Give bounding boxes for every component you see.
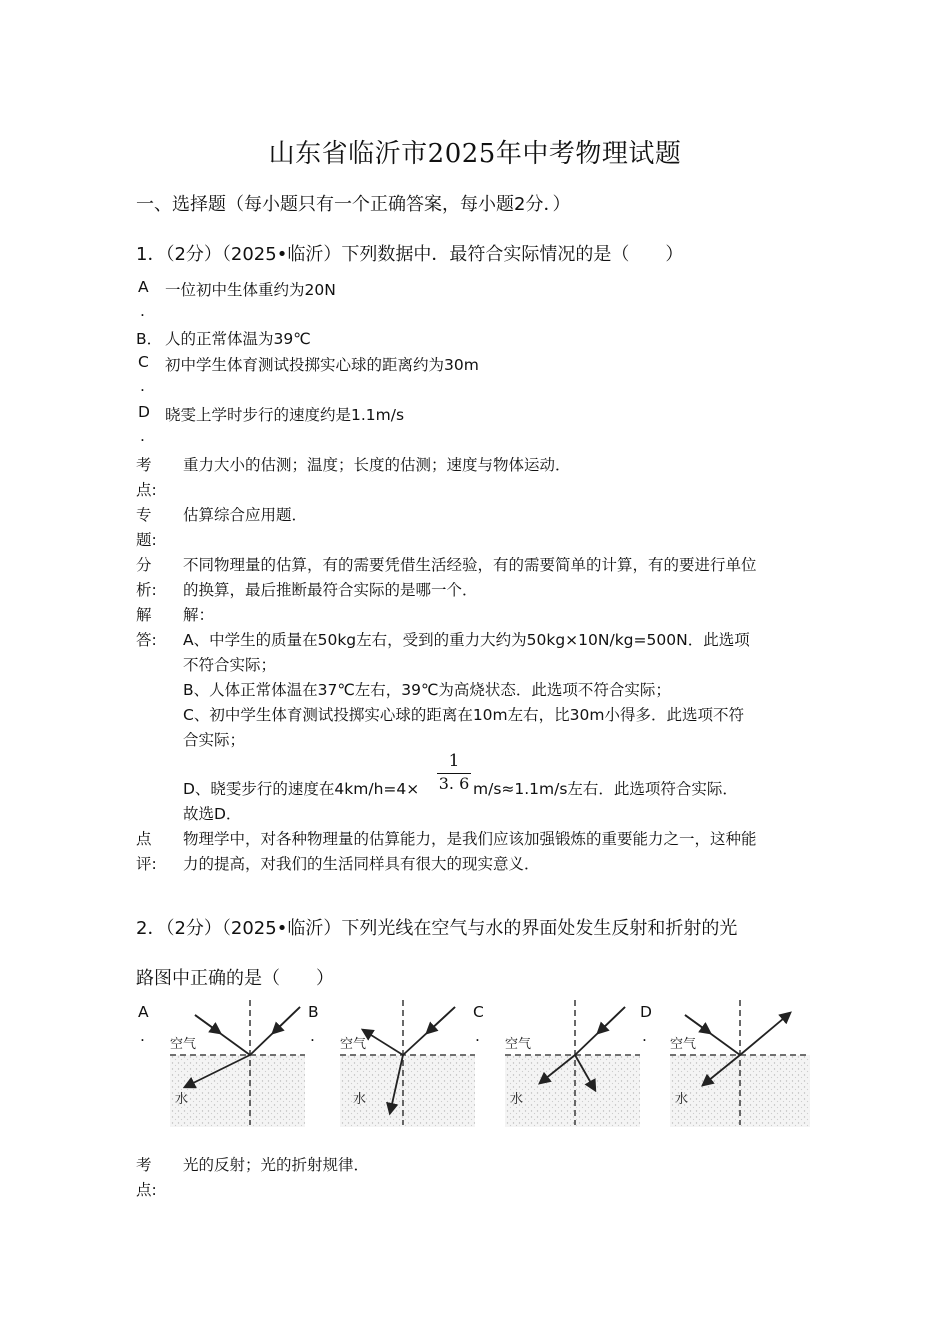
jieda-text: m/s≈1.1m/s左右．此选项符合实际． — [473, 780, 738, 798]
option-text: 初中学生体育测试投掷实心球的距离约为30m — [165, 356, 479, 374]
option-letter: A — [138, 278, 149, 296]
option-letter: D — [138, 403, 150, 421]
air-label: 空气 — [505, 1037, 532, 1052]
fraction-denominator: 3. 6 — [438, 774, 470, 793]
option-text: 人的正常体温为39℃ — [165, 330, 311, 348]
water-region — [505, 1055, 640, 1127]
fenxi-label: 析: — [136, 581, 157, 599]
water-region — [170, 1055, 305, 1127]
zhuanti-text: 估算综合应用题． — [183, 506, 308, 524]
fenxi-label: 分 — [136, 556, 152, 574]
option-letter: C — [138, 353, 149, 371]
kaodian-text: 重力大小的估测；温度；长度的估测；速度与物体运动． — [183, 456, 571, 474]
diagram-a — [165, 995, 310, 1130]
page-title: 山东省临沂市2025年中考物理试题 — [268, 139, 682, 169]
option-dot: . — [642, 1027, 647, 1045]
dianping-label: 点 — [136, 830, 152, 848]
question-2-stem: 路图中正确的是（ ） — [136, 968, 334, 989]
jieda-choice: 故选D． — [183, 805, 242, 823]
option-dot: . — [140, 427, 145, 445]
water-label: 水 — [510, 1092, 524, 1107]
arrow — [273, 1007, 300, 1033]
question-2-stem: 2．（2分）（2025•临沂）下列光线在空气与水的界面处发生反射和折射的光 — [136, 918, 738, 939]
option-letter: C — [473, 1003, 484, 1021]
ray — [740, 1013, 790, 1055]
option-dot: . — [140, 302, 145, 320]
option-dot: . — [310, 1027, 315, 1045]
fraction-numerator: 1 — [448, 751, 460, 771]
zhuanti-label: 专 — [136, 506, 152, 524]
arrow — [195, 1015, 220, 1033]
kaodian-label: 考 — [136, 456, 152, 474]
jieda-text: 合实际； — [183, 731, 246, 749]
kaodian-label: 点: — [136, 1181, 157, 1199]
air-label: 空气 — [170, 1037, 197, 1052]
zhuanti-label: 题: — [136, 531, 157, 549]
option-text: 一位初中生体重约为20N — [165, 281, 336, 299]
water-region — [340, 1055, 475, 1127]
fenxi-text: 不同物理量的估算，有的需要凭借生活经验，有的需要简单的计算，有的要进行单位 — [183, 556, 757, 574]
option-text: 晓雯上学时步行的速度约是1.1m/s — [165, 406, 405, 424]
air-label: 空气 — [670, 1037, 697, 1052]
jieda-label: 解 — [136, 606, 152, 624]
kaodian-label: 考 — [136, 1156, 152, 1174]
jieda-text: C、初中学生体育测试投掷实心球的距离在10m左右，比30m小得多．此选项不符 — [183, 706, 744, 724]
option-dot: . — [140, 1027, 145, 1045]
diagram-c — [500, 995, 645, 1130]
option-letter: B — [308, 1003, 319, 1021]
dianping-label: 评: — [136, 855, 157, 873]
jieda-text: B、人体正常体温在37℃左右，39℃为高烧状态．此选项不符合实际； — [183, 681, 671, 699]
question-1-stem: 1．（2分）（2025•临沂）下列数据中．最符合实际情况的是（ ） — [136, 244, 684, 265]
ray — [363, 1030, 403, 1055]
arrow — [427, 1007, 455, 1033]
option-dot: . — [475, 1027, 480, 1045]
kaodian-text: 光的反射；光的折射规律． — [183, 1156, 370, 1174]
air-label: 空气 — [340, 1037, 367, 1052]
water-label: 水 — [353, 1092, 367, 1107]
dianping-text: 力的提高，对我们的生活同样具有很大的现实意义． — [183, 855, 540, 873]
fraction — [437, 751, 471, 793]
diagram-d — [665, 995, 815, 1130]
jieda-text: D、晓雯步行的速度在4km/h=4× — [183, 780, 420, 798]
section-heading: 一、选择题（每小题只有一个正确答案，每小题2分．） — [136, 194, 571, 215]
water-label: 水 — [175, 1092, 189, 1107]
jieda-label: 答: — [136, 631, 157, 649]
water-label: 水 — [675, 1092, 689, 1107]
arrow — [598, 1007, 625, 1033]
arrow — [685, 1015, 710, 1033]
option-dot: . — [140, 377, 145, 395]
jieda-text: 不符合实际； — [183, 656, 277, 674]
dianping-text: 物理学中，对各种物理量的估算能力，是我们应该加强锻炼的重要能力之一，这种能 — [183, 830, 757, 848]
jieda-intro: 解： — [183, 606, 215, 624]
jieda-text: A、中学生的质量在50kg左右，受到的重力大约为50kg×10N/kg=500N．此选项 — [183, 631, 750, 649]
option-letter: D — [640, 1003, 652, 1021]
option-letter: A — [138, 1003, 149, 1021]
diagram-b — [335, 995, 480, 1130]
kaodian-label: 点: — [136, 481, 157, 499]
option-letter: B． — [136, 330, 163, 348]
fenxi-text: 的换算，最后推断最符合实际的是哪一个． — [183, 581, 478, 599]
